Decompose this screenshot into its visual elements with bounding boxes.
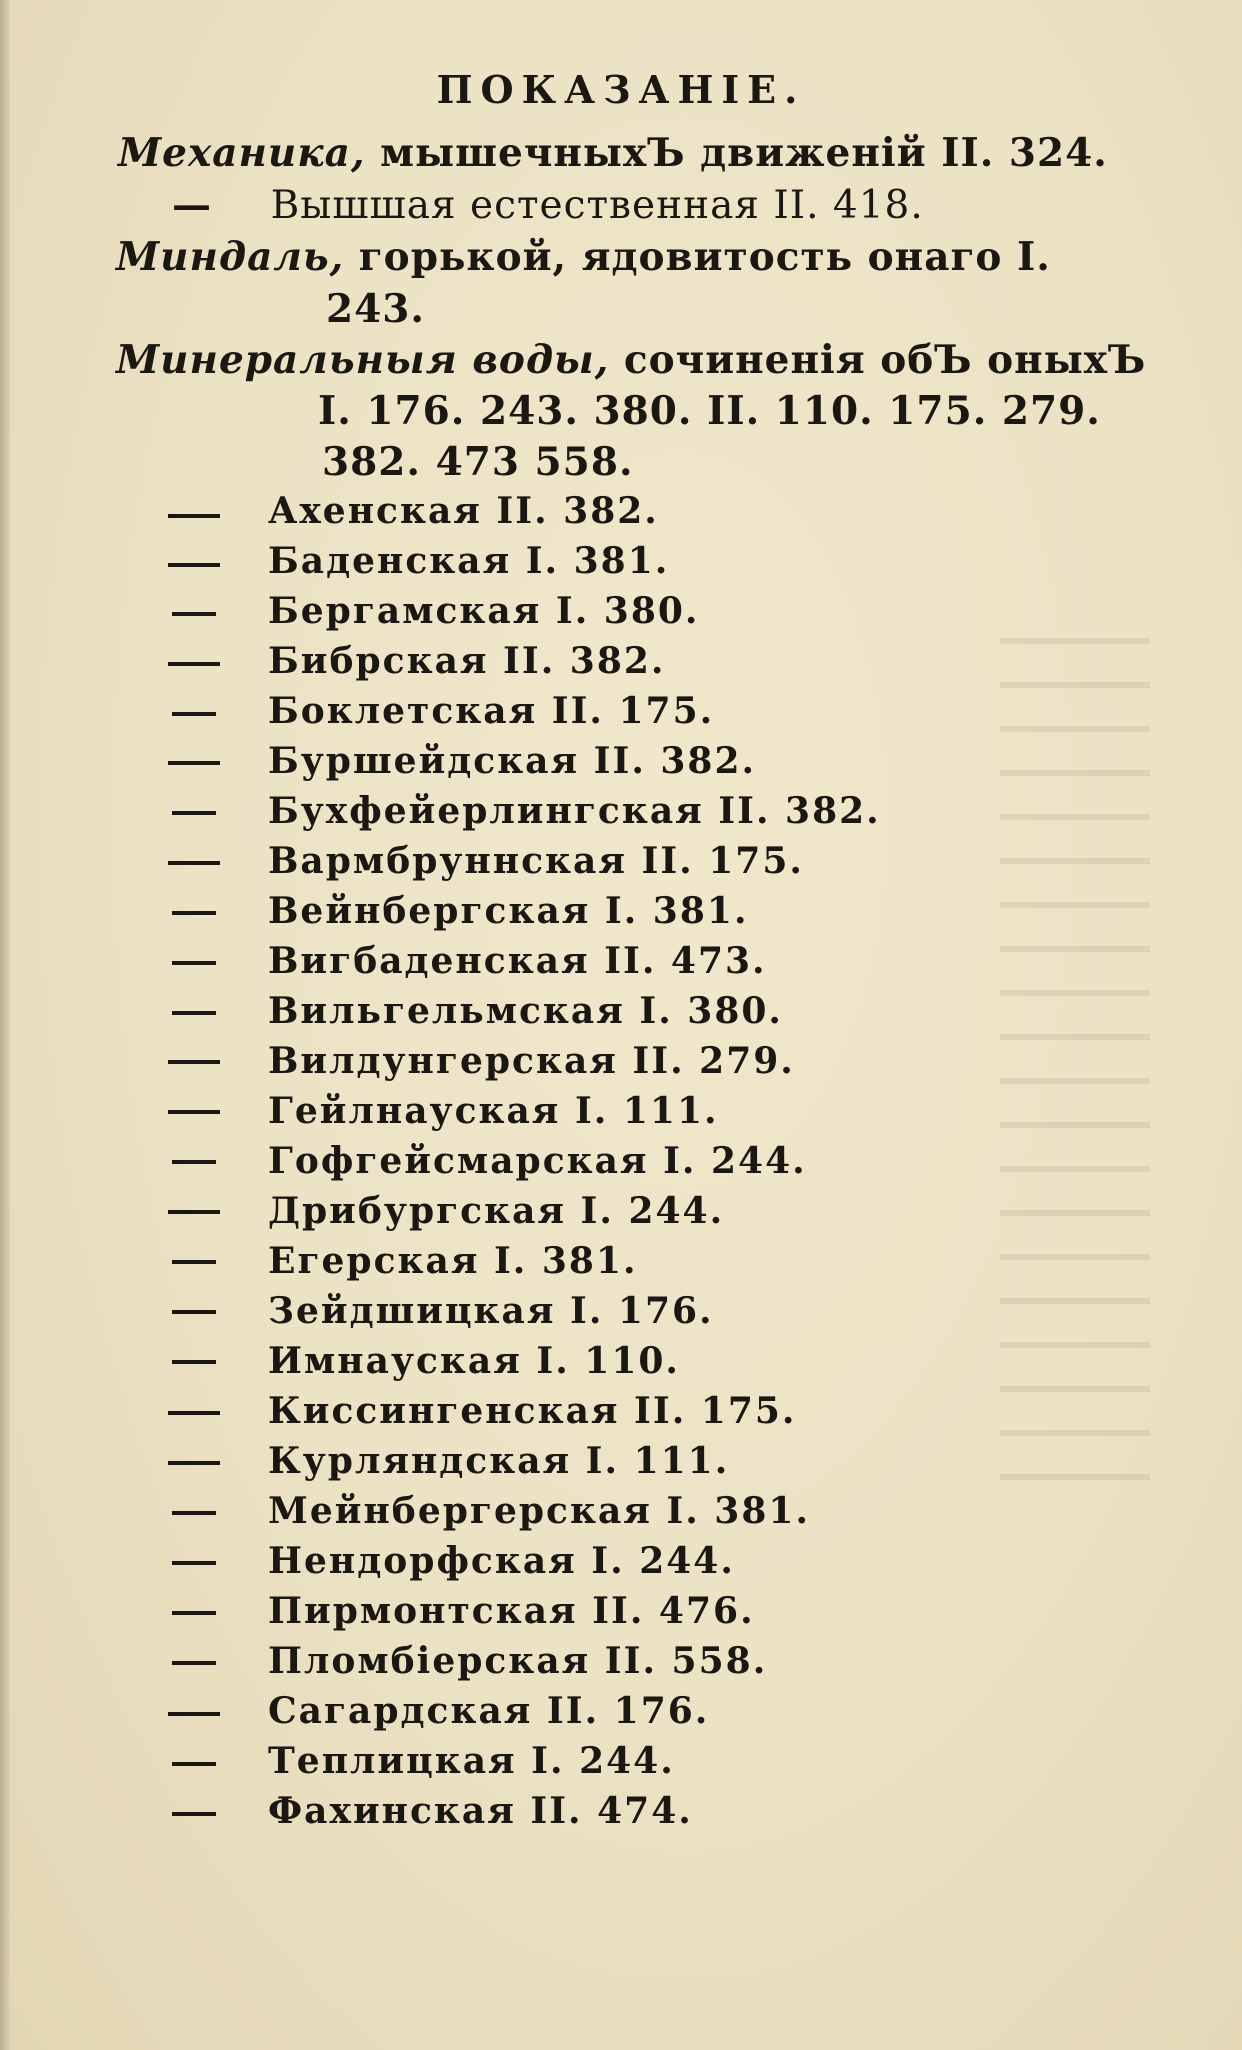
sub-entry-name: Бергамская I. 380.	[268, 590, 700, 632]
entry-text: горькой, ядовитость онаго I.	[358, 234, 1051, 280]
entry-higher-mechanics	[172, 180, 924, 231]
dash-mark	[168, 861, 220, 865]
entry-term: Минеральныя воды,	[116, 337, 610, 383]
entry-text: Вышшая естественная II. 418.	[270, 183, 924, 228]
sub-entry-name: Гейлнауская I. 111.	[268, 1090, 719, 1132]
dash-mark	[172, 1812, 216, 1816]
sub-entry-name: Вармбруннская II. 175.	[268, 840, 804, 882]
sub-entry-name: Гофгейсмарская I. 244.	[268, 1140, 807, 1182]
dash-mark	[168, 1110, 220, 1114]
dash-mark	[172, 1160, 216, 1164]
dash-mark	[172, 1762, 216, 1766]
entry-mechanics	[118, 128, 1108, 178]
sub-entry-name: Вильгельмская I. 380.	[268, 990, 783, 1032]
sub-entry-name: Фахинская II. 474.	[268, 1790, 693, 1832]
sub-entry-name: Курляндская I. 111.	[268, 1440, 730, 1482]
dash-mark	[172, 612, 216, 616]
sub-entry-name: Зейдшицкая I. 176.	[268, 1290, 714, 1332]
entry-mineral-waters-refs-continued	[322, 437, 634, 487]
dash-mark	[172, 961, 216, 965]
sub-entry-name: Сагардская II. 176.	[268, 1690, 710, 1732]
dash-mark	[172, 1011, 216, 1015]
dash-mark	[172, 1611, 216, 1615]
sub-entry-name: Боклетская II. 175.	[268, 690, 715, 732]
sub-entry-name: Пломбіерская II. 558.	[268, 1640, 768, 1682]
dash-mark	[172, 1310, 216, 1314]
sub-entry-name: Теплицкая I. 244.	[268, 1740, 675, 1782]
sub-entry-name: Вилдунгерская II. 279.	[268, 1040, 795, 1082]
sub-entry-name: Мейнбергерская I. 381.	[268, 1490, 810, 1532]
sub-entry-name: Буршейдская II. 382.	[268, 740, 757, 782]
entry-mineral-waters-refs	[318, 386, 1101, 436]
sub-entry-name: Дрибургская I. 244.	[268, 1190, 725, 1232]
entry-mineral-waters	[116, 335, 1146, 385]
entry-dash: —	[172, 182, 212, 228]
sub-entry-name: Бухфейерлингская II. 382.	[268, 790, 881, 832]
dash-mark	[172, 811, 216, 815]
show-through	[1000, 600, 1150, 1500]
sub-entry-name: Имнауская I. 110.	[268, 1340, 680, 1382]
entry-almond-continued	[326, 284, 425, 334]
dash-mark	[168, 1712, 220, 1716]
dash-mark	[172, 1260, 216, 1264]
dash-mark	[172, 1661, 216, 1665]
dash-mark	[168, 514, 220, 518]
entry-term: Миндаль,	[116, 234, 345, 280]
page-title: ПОКАЗАНІЕ.	[436, 67, 806, 112]
sub-entry-name: Вигбаденская II. 473.	[268, 940, 767, 982]
entry-term: Механика,	[118, 130, 366, 176]
dash-mark	[168, 662, 220, 666]
entry-text: 382. 473 558.	[322, 439, 634, 485]
sub-entry-name: Ахенская II. 382.	[268, 490, 659, 532]
sub-entry-name: Баденская I. 381.	[268, 540, 670, 582]
entry-text: сочиненія обЪ оныхЪ	[623, 337, 1147, 383]
page-edge	[0, 0, 10, 2050]
dash-mark	[168, 1210, 220, 1214]
dash-mark	[168, 1411, 220, 1415]
dash-mark	[172, 911, 216, 915]
entry-text: мышечныхЪ движеній II. 324.	[380, 130, 1108, 176]
entry-text: I. 176. 243. 380. II. 110. 175. 279.	[318, 388, 1101, 434]
sub-entry-name: Нендорфская I. 244.	[268, 1540, 735, 1582]
dash-mark	[168, 1060, 220, 1064]
dash-mark	[168, 1461, 220, 1465]
dash-mark	[168, 563, 220, 567]
sub-entry-name: Пирмонтская II. 476.	[268, 1590, 755, 1632]
dash-mark	[172, 712, 216, 716]
dash-mark	[168, 761, 220, 765]
entry-almond	[116, 232, 1051, 282]
sub-entry-name: Вейнбергская I. 381.	[268, 890, 749, 932]
dash-mark	[172, 1561, 216, 1565]
sub-entry-name: Егерская I. 381.	[268, 1240, 638, 1282]
entry-text: 243.	[326, 286, 425, 332]
dash-mark	[172, 1360, 216, 1364]
sub-entry-name: Киссингенская II. 175.	[268, 1390, 797, 1432]
dash-mark	[172, 1511, 216, 1515]
sub-entry-name: Бибрская II. 382.	[268, 640, 666, 682]
